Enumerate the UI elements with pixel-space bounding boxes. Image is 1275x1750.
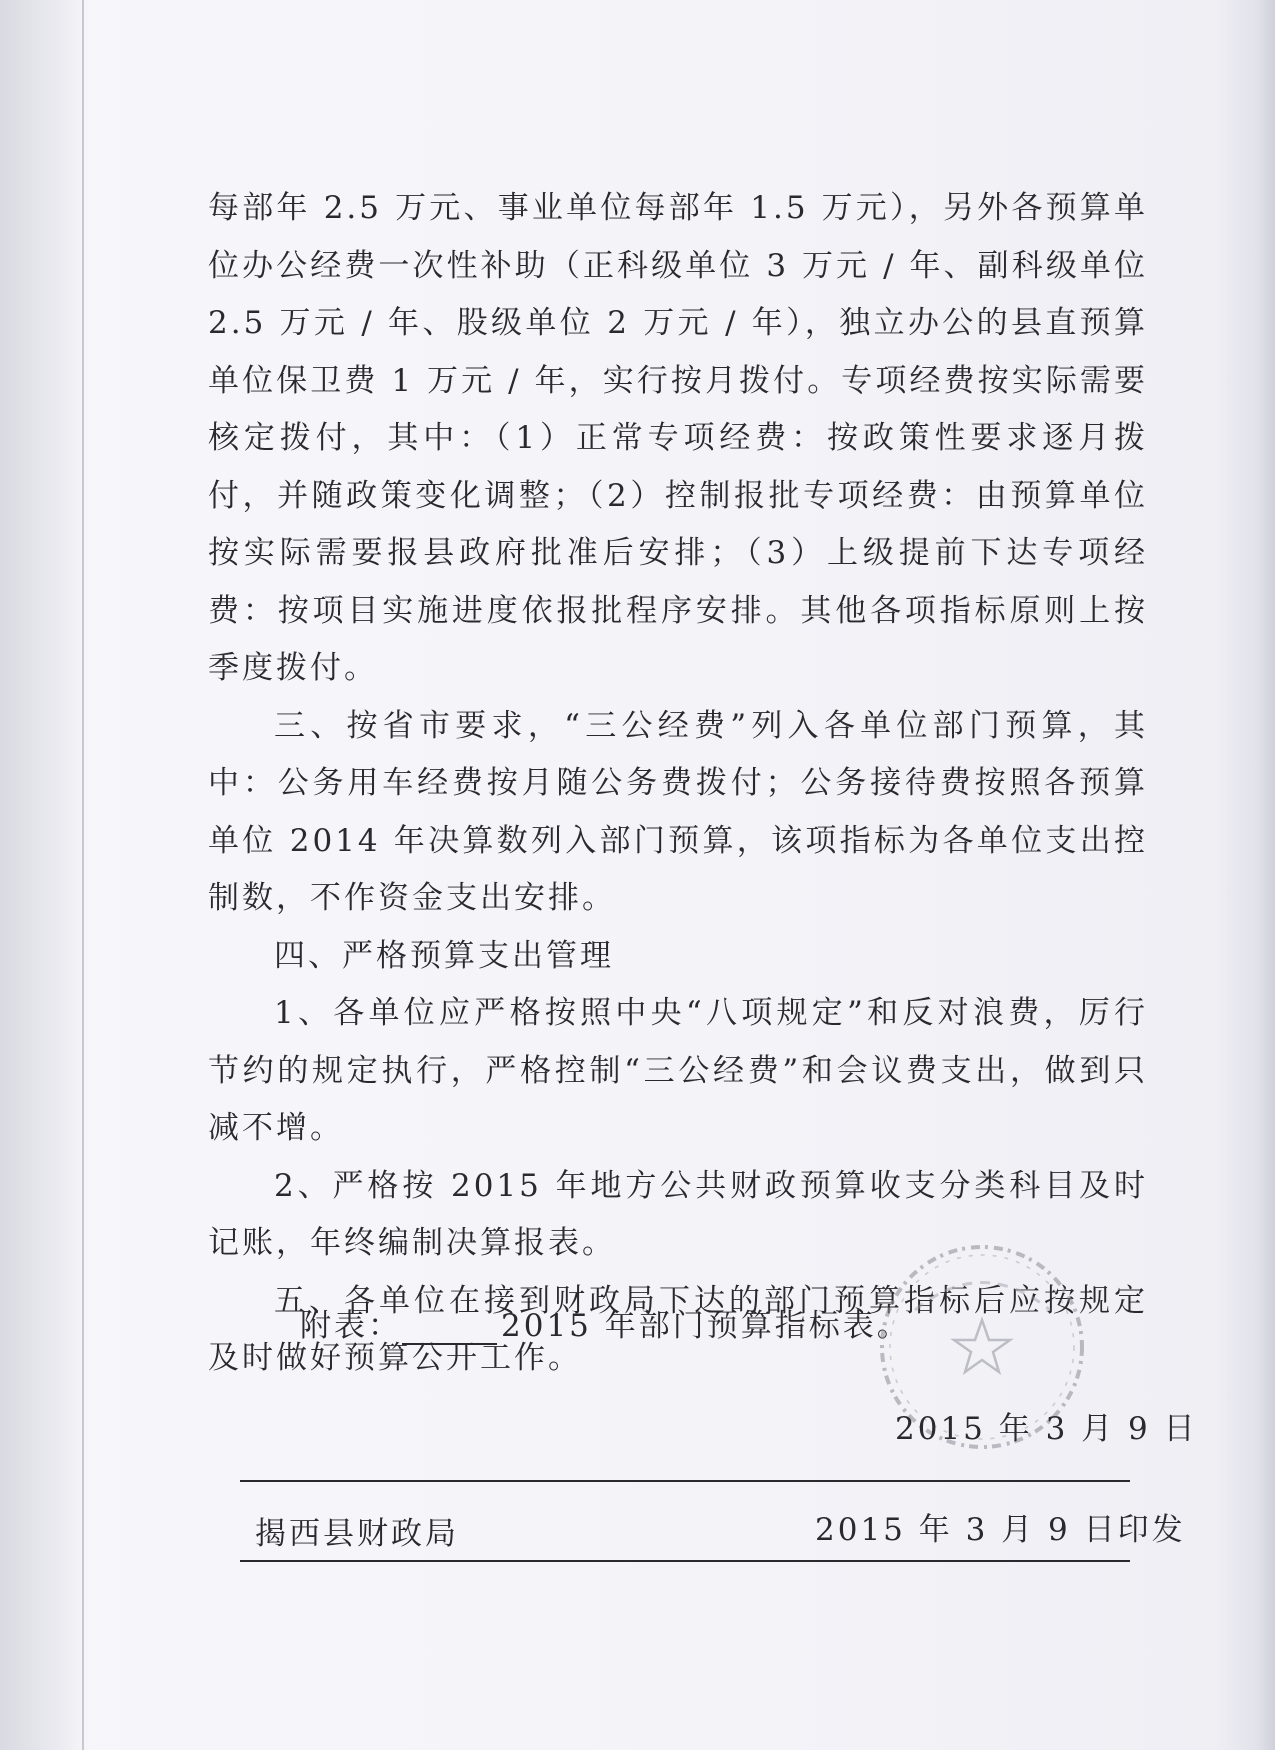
- signature-date: 2015 年 3 月 9 日: [895, 1411, 1198, 1447]
- attachment-blank: [402, 1313, 497, 1345]
- footer-rule-top: [240, 1480, 1130, 1482]
- issue-date: 2015 年 3 月 9 日印发: [815, 1512, 1186, 1548]
- attachment-line: [300, 1300, 911, 1345]
- section-heading-budget-management: 四、严格预算支出管理: [274, 937, 614, 974]
- page-right-shadow: [1215, 0, 1275, 1750]
- page-fold-line: [82, 0, 84, 1750]
- footer-rule-bottom: [240, 1560, 1130, 1562]
- page-left-shadow: [0, 0, 90, 1750]
- issuing-authority: 揭西县财政局: [255, 1516, 459, 1552]
- paragraph-item-1: 1、各单位应严格按照中央“八项规定”和反对浪费，厉行节约的规定执行，严格控制“三公经费”和会议费支出，做到只减不增。: [208, 995, 1148, 1146]
- paragraph-continued: 每部年 2.5 万元、事业单位每部年 1.5 万元），另外各预算单位办公经费一次性补助（正科级单位 3 万元 / 年、副科级单位 2.5 万元 / 年、股级单位 2 万元 / 年），独立办公的县直预算单位保卫费 1 万元 / 年，实行按月拨付。专项经费按实际需要核定拨付，其中：（1）正常专项经费：按政策性要求逐月拨付，并随政策变化调整；（2）控制报批专项经费：由预算单位按实际需要报县政府批准后安排；（3）上级提前下达专项经费：按项目实施进度依报批程序安排。其他各项指标原则上按季度拨付。: [208, 190, 1148, 686]
- paragraph-three-public-funds: 三、按省市要求，“三公经费”列入各单位部门预算，其中：公务用车经费按月随公务费拨付；公务接待费按照各预算单位 2014 年决算数列入部门预算，该项指标为各单位支出控制数，不作资金支出安排。: [208, 707, 1148, 916]
- document-body: [208, 180, 1148, 1388]
- paragraph-five-disclosure: 五、各单位在接到财政局下达的部门预算指标后应按规定及时做好预算公开工作。: [208, 1282, 1148, 1376]
- paragraph-item-2: 2、严格按 2015 年地方公共财政预算收支分类科目及时记账，年终编制决算报表。: [208, 1167, 1148, 1261]
- attachment-title: 2015 年部门预算指标表。: [501, 1308, 911, 1344]
- attachment-label: 附表：: [300, 1308, 402, 1344]
